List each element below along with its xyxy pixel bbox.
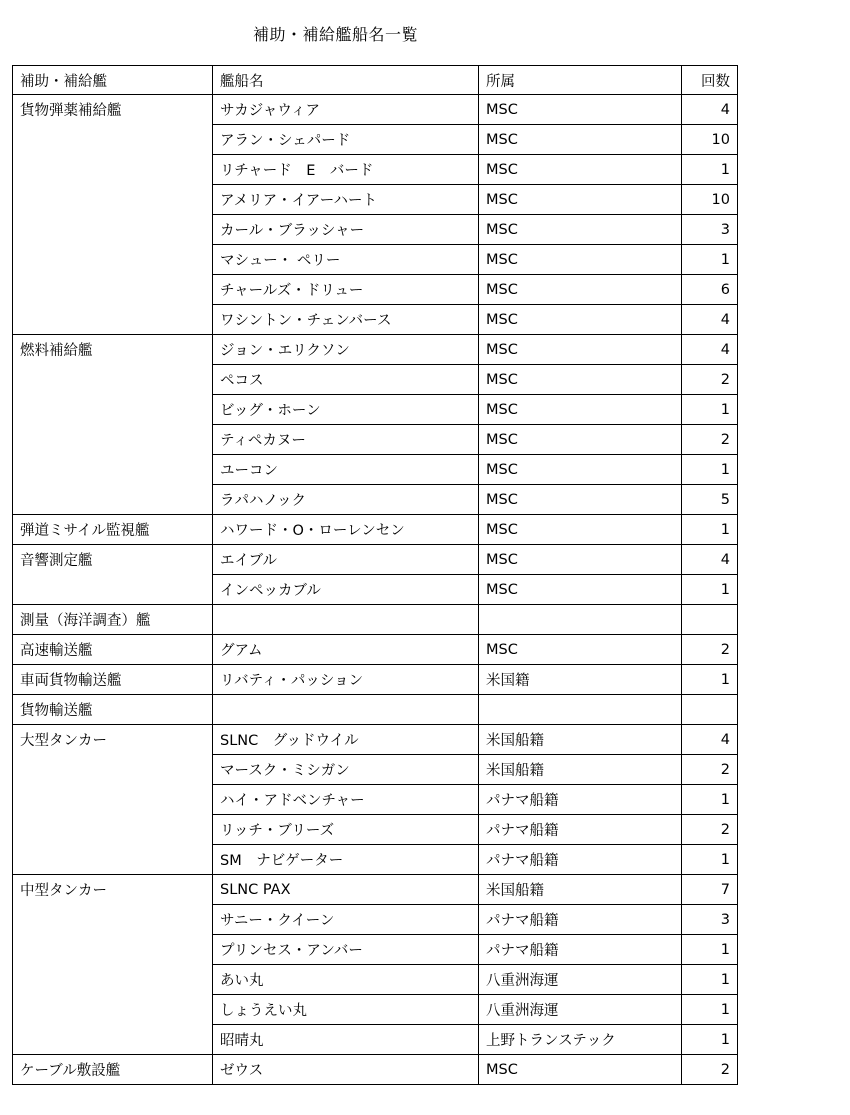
count-cell: 3 (682, 905, 738, 935)
ship-name-cell: 昭晴丸 (213, 1025, 479, 1055)
ship-name-cell: アメリア・イアーハート (213, 185, 479, 215)
count-cell: 1 (682, 845, 738, 875)
ship-name-cell: ラパハノック (213, 485, 479, 515)
header-affiliation: 所属 (479, 66, 682, 95)
ship-name-cell (213, 605, 479, 635)
table-row (13, 725, 738, 755)
affiliation-cell: MSC (479, 335, 682, 365)
table-row (13, 995, 738, 1025)
affiliation-cell: MSC (479, 545, 682, 575)
category-cell: 測量（海洋調査）艦 (13, 605, 213, 635)
ship-name-cell: リバティ・パッション (213, 665, 479, 695)
count-cell: 1 (682, 935, 738, 965)
ship-name-cell: マースク・ミシガン (213, 755, 479, 785)
ship-name-cell: ビッグ・ホーン (213, 395, 479, 425)
table-row (13, 875, 738, 905)
affiliation-cell: MSC (479, 515, 682, 545)
category-cell: 貨物輸送艦 (13, 695, 213, 725)
count-cell: 4 (682, 95, 738, 125)
count-cell: 1 (682, 575, 738, 605)
category-cell (13, 575, 213, 605)
affiliation-cell: 米国船籍 (479, 755, 682, 785)
count-cell: 1 (682, 155, 738, 185)
affiliation-cell: パナマ船籍 (479, 935, 682, 965)
ship-name-cell: しょうえい丸 (213, 995, 479, 1025)
count-cell: 2 (682, 1055, 738, 1085)
table-row (13, 455, 738, 485)
affiliation-cell: パナマ船籍 (479, 815, 682, 845)
ship-table (12, 65, 738, 1085)
category-cell: 音響測定艦 (13, 545, 213, 575)
table-row (13, 605, 738, 635)
count-cell: 2 (682, 815, 738, 845)
ship-name-cell: アラン・シェパード (213, 125, 479, 155)
category-cell: 車両貨物輸送艦 (13, 665, 213, 695)
ship-name-cell: ハワード・O・ローレンセン (213, 515, 479, 545)
ship-name-cell: ゼウス (213, 1055, 479, 1085)
category-cell: 燃料補給艦 (13, 335, 213, 365)
ship-name-cell: プリンセス・アンバー (213, 935, 479, 965)
affiliation-cell: MSC (479, 485, 682, 515)
count-cell: 2 (682, 425, 738, 455)
header-count: 回数 (682, 66, 738, 95)
count-cell (682, 695, 738, 725)
table-row (13, 1055, 738, 1085)
table-row (13, 575, 738, 605)
category-cell (13, 275, 213, 305)
affiliation-cell: MSC (479, 635, 682, 665)
affiliation-cell: MSC (479, 95, 682, 125)
category-cell (13, 425, 213, 455)
affiliation-cell: パナマ船籍 (479, 785, 682, 815)
count-cell: 4 (682, 335, 738, 365)
affiliation-cell: MSC (479, 455, 682, 485)
table-row (13, 845, 738, 875)
ship-name-cell: ユーコン (213, 455, 479, 485)
ship-name-cell: ワシントン・チェンバース (213, 305, 479, 335)
category-cell: 貨物弾薬補給艦 (13, 95, 213, 125)
affiliation-cell (479, 695, 682, 725)
category-cell (13, 965, 213, 995)
category-cell (13, 815, 213, 845)
ship-name-cell (213, 695, 479, 725)
table-row (13, 755, 738, 785)
affiliation-cell: MSC (479, 395, 682, 425)
count-cell: 1 (682, 665, 738, 695)
table-row (13, 485, 738, 515)
category-cell: ケーブル敷設艦 (13, 1055, 213, 1085)
table-row (13, 215, 738, 245)
count-cell: 1 (682, 1025, 738, 1055)
ship-name-cell: サカジャウィア (213, 95, 479, 125)
affiliation-cell: MSC (479, 245, 682, 275)
affiliation-cell: 米国船籍 (479, 725, 682, 755)
category-cell (13, 245, 213, 275)
count-cell: 1 (682, 515, 738, 545)
count-cell (682, 605, 738, 635)
affiliation-cell: MSC (479, 155, 682, 185)
ship-name-cell: ペコス (213, 365, 479, 395)
count-cell: 4 (682, 305, 738, 335)
table-row (13, 95, 738, 125)
category-cell: 大型タンカー (13, 725, 213, 755)
ship-name-cell: ハイ・アドベンチャー (213, 785, 479, 815)
ship-name-cell: マシュー・ ペリー (213, 245, 479, 275)
count-cell: 4 (682, 725, 738, 755)
header-ship-name: 艦船名 (213, 66, 479, 95)
table-row (13, 335, 738, 365)
header-category: 補助・補給艦 (13, 66, 213, 95)
category-cell (13, 845, 213, 875)
affiliation-cell: MSC (479, 215, 682, 245)
table-row (13, 695, 738, 725)
ship-name-cell: ティペカヌー (213, 425, 479, 455)
category-cell (13, 365, 213, 395)
category-cell: 弾道ミサイル監視艦 (13, 515, 213, 545)
category-cell (13, 185, 213, 215)
table-row (13, 635, 738, 665)
affiliation-cell: 米国籍 (479, 665, 682, 695)
count-cell: 1 (682, 455, 738, 485)
ship-name-cell: サニー・クイーン (213, 905, 479, 935)
table-row (13, 545, 738, 575)
ship-name-cell: チャールズ・ドリュー (213, 275, 479, 305)
table-row (13, 905, 738, 935)
affiliation-cell: パナマ船籍 (479, 905, 682, 935)
affiliation-cell: MSC (479, 275, 682, 305)
table-row (13, 395, 738, 425)
affiliation-cell: MSC (479, 1055, 682, 1085)
category-cell (13, 785, 213, 815)
page-title: 補助・補給艦船名一覧 (253, 25, 419, 44)
table-row (13, 665, 738, 695)
table-row (13, 815, 738, 845)
count-cell: 1 (682, 395, 738, 425)
ship-name-cell: カール・ブラッシャー (213, 215, 479, 245)
table-row (13, 515, 738, 545)
table-row (13, 305, 738, 335)
count-cell: 1 (682, 245, 738, 275)
category-cell (13, 305, 213, 335)
count-cell: 2 (682, 755, 738, 785)
affiliation-cell: 米国船籍 (479, 875, 682, 905)
ship-name-cell: エイブル (213, 545, 479, 575)
ship-name-cell: グアム (213, 635, 479, 665)
ship-name-cell: ジョン・エリクソン (213, 335, 479, 365)
ship-name-cell: リッチ・ブリーズ (213, 815, 479, 845)
table-row (13, 125, 738, 155)
category-cell (13, 935, 213, 965)
count-cell: 1 (682, 965, 738, 995)
category-cell (13, 155, 213, 185)
ship-name-cell: リチャード E バード (213, 155, 479, 185)
table-row (13, 365, 738, 395)
affiliation-cell: 上野トランステック (479, 1025, 682, 1055)
count-cell: 10 (682, 125, 738, 155)
affiliation-cell: 八重洲海運 (479, 995, 682, 1025)
ship-name-cell: SLNC PAX (213, 875, 479, 905)
affiliation-cell: MSC (479, 305, 682, 335)
table-row (13, 425, 738, 455)
affiliation-cell: MSC (479, 425, 682, 455)
count-cell: 6 (682, 275, 738, 305)
category-cell: 中型タンカー (13, 875, 213, 905)
affiliation-cell: 八重洲海運 (479, 965, 682, 995)
affiliation-cell: MSC (479, 575, 682, 605)
affiliation-cell: パナマ船籍 (479, 845, 682, 875)
table-header-row (13, 66, 738, 95)
category-cell (13, 455, 213, 485)
affiliation-cell: MSC (479, 125, 682, 155)
affiliation-cell: MSC (479, 185, 682, 215)
count-cell: 4 (682, 545, 738, 575)
affiliation-cell: MSC (479, 365, 682, 395)
table-row (13, 935, 738, 965)
count-cell: 1 (682, 995, 738, 1025)
table-row (13, 785, 738, 815)
count-cell: 2 (682, 365, 738, 395)
count-cell: 5 (682, 485, 738, 515)
count-cell: 1 (682, 785, 738, 815)
table-row (13, 1025, 738, 1055)
ship-name-cell: SM ナビゲーター (213, 845, 479, 875)
ship-name-cell: SLNC グッドウイル (213, 725, 479, 755)
count-cell: 10 (682, 185, 738, 215)
category-cell (13, 1025, 213, 1055)
category-cell (13, 125, 213, 155)
count-cell: 2 (682, 635, 738, 665)
count-cell: 7 (682, 875, 738, 905)
table-row (13, 275, 738, 305)
category-cell: 高速輸送艦 (13, 635, 213, 665)
ship-name-cell: あい丸 (213, 965, 479, 995)
category-cell (13, 395, 213, 425)
category-cell (13, 755, 213, 785)
table-row (13, 155, 738, 185)
table-row (13, 245, 738, 275)
category-cell (13, 905, 213, 935)
table-row (13, 965, 738, 995)
table-row (13, 185, 738, 215)
count-cell: 3 (682, 215, 738, 245)
affiliation-cell (479, 605, 682, 635)
category-cell (13, 995, 213, 1025)
category-cell (13, 485, 213, 515)
ship-name-cell: インペッカブル (213, 575, 479, 605)
category-cell (13, 215, 213, 245)
